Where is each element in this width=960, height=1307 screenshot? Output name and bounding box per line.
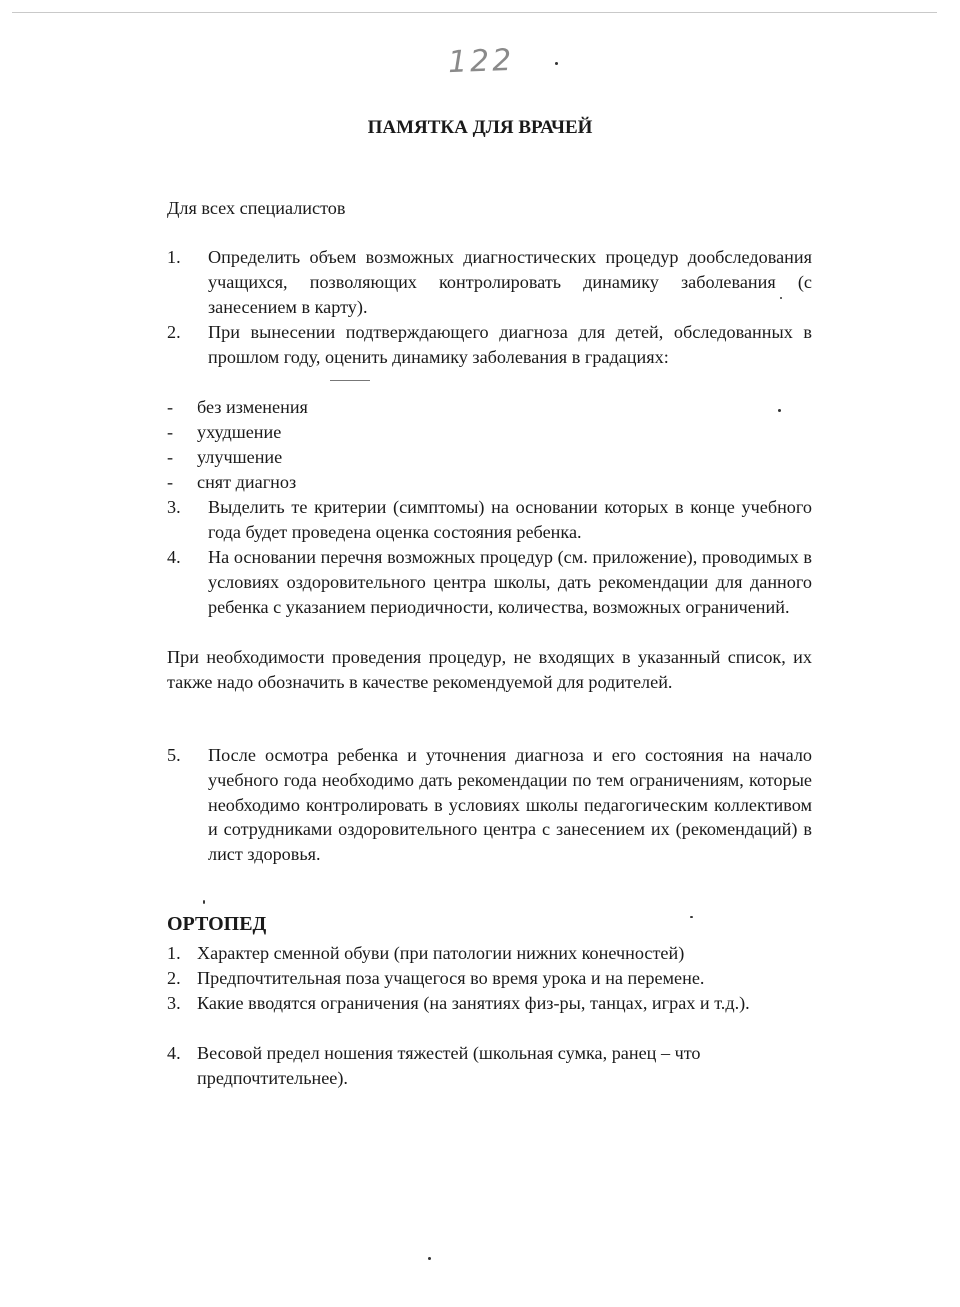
scan-edge-line xyxy=(12,12,937,13)
section-heading-orthopedist: ОРТОПЕД xyxy=(167,913,267,935)
gradation-text: без изменения xyxy=(197,397,308,417)
handwritten-underline xyxy=(330,380,370,381)
ortho-list-item-4 xyxy=(167,1041,812,1091)
note-paragraph: При необходимости проведения процедур, не входящих в указанный список, их также надо обозначить в качестве рекомендуемой для родителей. xyxy=(167,647,812,692)
list-item-number: 3. xyxy=(167,497,181,517)
gradation-text: улучшение xyxy=(197,447,283,467)
ortho-list-item-1 xyxy=(167,941,812,966)
list-item-1 xyxy=(167,245,812,319)
dash-marker: - xyxy=(167,422,174,442)
list-item-text: Характер сменной обуви (при патологии нижних конечностей) xyxy=(197,943,685,963)
list-item-2 xyxy=(167,320,812,370)
ortho-list-item-2 xyxy=(167,966,812,991)
ortho-list-item-3 xyxy=(167,991,812,1016)
list-item-text: Весовой предел ношения тяжестей (школьная сумка, ранец – что предпочтительнее). xyxy=(197,1043,701,1088)
dash-marker: - xyxy=(167,447,174,467)
intro-line: Для всех специалистов xyxy=(167,198,346,218)
scan-speck xyxy=(778,409,781,412)
list-item-number: 1. xyxy=(167,943,181,963)
dash-marker: - xyxy=(167,397,174,417)
list-item-text: Определить объем возможных диагностических процедур дообследования учащихся, позволяющих контролировать динамику заболевания (с занесением в карту). xyxy=(208,247,812,317)
list-item-number: 3. xyxy=(167,993,181,1013)
list-item-4 xyxy=(167,545,812,619)
gradation-item xyxy=(167,420,281,445)
handwritten-page-number: 122 xyxy=(447,42,515,81)
list-item-text: Какие вводятся ограничения (на занятиях физ-ры, танцах, играх и т.д.). xyxy=(197,993,750,1013)
list-item-text: Выделить те критерии (симптомы) на основании которых в конце учебного года будет проведена оценка состояния ребенка. xyxy=(208,497,812,542)
scan-speck xyxy=(555,62,558,65)
list-item-number: 4. xyxy=(167,547,181,567)
list-item-3 xyxy=(167,495,812,545)
list-item-text: На основании перечня возможных процедур (см. приложение), проводимых в условиях оздоровительного центра школы, дать рекомендации для данного ребенка с указанием периодичности, количества, возможных ограничений. xyxy=(208,547,812,617)
list-item-number: 2. xyxy=(167,322,181,342)
list-item-number: 1. xyxy=(167,247,181,267)
list-item-text: Предпочтительная поза учащегося во время урока и на перемене. xyxy=(197,968,705,988)
list-item-number: 4. xyxy=(167,1043,181,1063)
gradation-item xyxy=(167,470,296,495)
dash-marker: - xyxy=(167,472,174,492)
list-item-number: 2. xyxy=(167,968,181,988)
gradation-item xyxy=(167,445,282,470)
list-item-text: При вынесении подтверждающего диагноза для детей, обследованных в прошлом году, оценить динамику заболевания в градациях: xyxy=(208,322,812,367)
scan-speck xyxy=(690,916,693,918)
gradation-text: снят диагноз xyxy=(197,472,297,492)
scan-speck xyxy=(203,900,205,904)
list-item-text: После осмотра ребенка и уточнения диагноза и его состояния на начало учебного года необходимо дать рекомендации по тем ограничениям, которые необходимо контролировать в условиях школы педагогическим коллективом и сотрудниками оздоровительного центра с занесением их (рекомендаций) в лист здоровья. xyxy=(208,745,812,865)
list-item-5 xyxy=(167,743,812,867)
gradation-item xyxy=(167,395,308,420)
list-item-number: 5. xyxy=(167,745,181,765)
gradation-text: ухудшение xyxy=(197,422,282,442)
scan-speck xyxy=(780,297,782,299)
document-title: ПАМЯТКА ДЛЯ ВРАЧЕЙ xyxy=(367,117,593,138)
scan-speck xyxy=(428,1257,431,1260)
